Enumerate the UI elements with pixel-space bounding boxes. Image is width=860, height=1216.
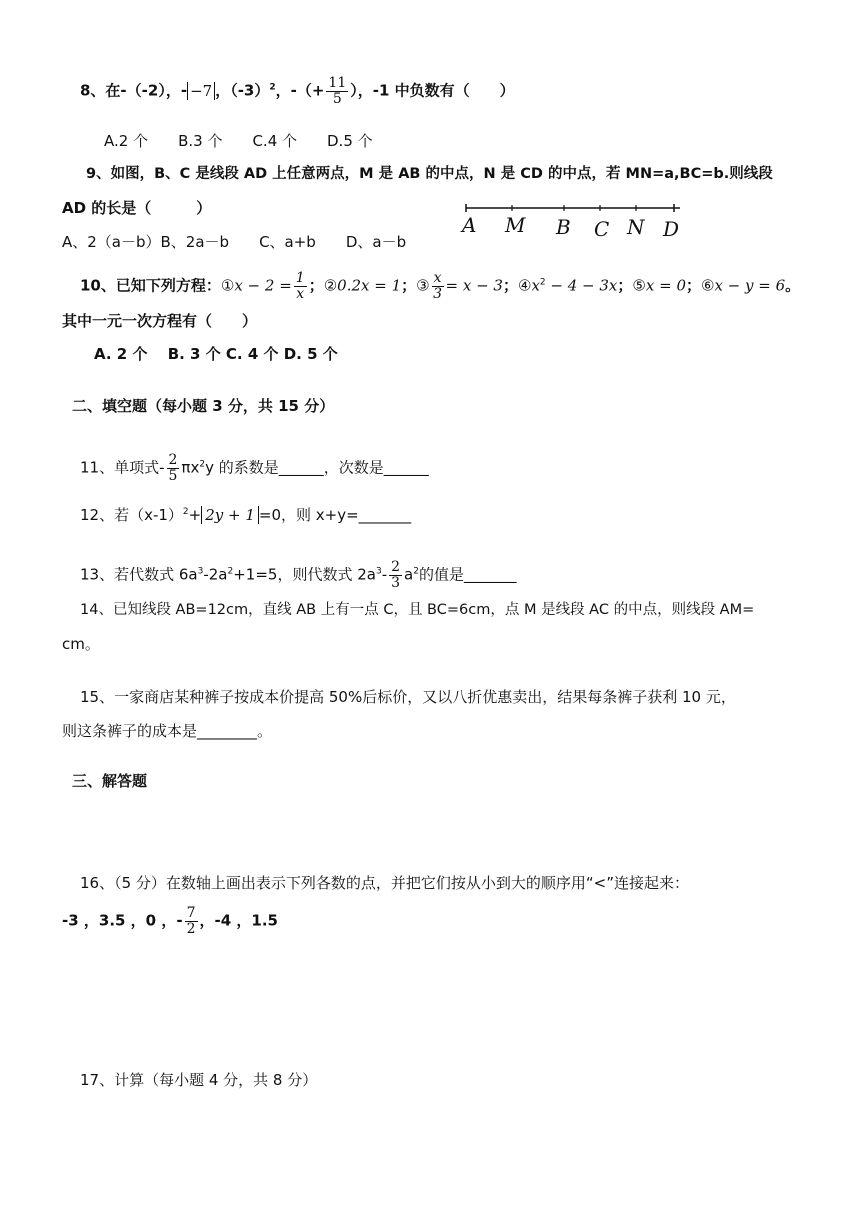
q9-line2: AD 的长是（ ） [62, 199, 212, 217]
q13-frac-num: 2 [391, 559, 401, 575]
q16-line1: 16、（5 分）在数轴上画出表示下列各数的点，并把它们按从小到大的顺序用“<”连接起来： [80, 874, 690, 892]
q13-suffix: 的值是_______ [418, 565, 517, 584]
q10-eq1-frac [294, 271, 307, 301]
q10-eq3: = x − 3 [445, 276, 503, 295]
q13-p2: -2a [203, 565, 228, 584]
q10-circled-2: ② [323, 276, 338, 295]
q9-options: A、2（a－b）B、2a－b C、a+b D、a－b [62, 233, 407, 251]
q11-exp: 2 [199, 459, 206, 470]
q16-fraction [185, 906, 198, 936]
q13-exp1: 3 [197, 566, 204, 577]
q10-circled-6: ⑥ [701, 276, 715, 295]
q10-eq1-num: 1 [295, 270, 305, 286]
q10-eq3-frac [432, 271, 444, 301]
q11-fraction [167, 453, 180, 483]
q13-p4: - [381, 565, 388, 584]
q9-line1: 9、如图，B、C 是线段 AD 上任意两点，M 是 AB 的中点，N 是 CD 的中点，若 MN=a,BC=b.则线段 [86, 166, 773, 182]
q10-prefix: 10、已知下列方程： [80, 276, 221, 295]
q13-exp4: 2 [413, 566, 419, 577]
q8-mid2: ，-（+ [275, 81, 325, 100]
label-n: N [627, 215, 645, 239]
q10-end: 。 [785, 276, 801, 295]
question-13 [80, 560, 516, 590]
q8-fraction [326, 76, 348, 106]
q16-frac-den: 2 [186, 920, 196, 937]
q8-mid1: ，（-3） [215, 81, 270, 100]
section-3-heading: 三、解答题 [72, 772, 148, 790]
label-c: C [594, 217, 610, 241]
q16-list [62, 906, 278, 936]
q15-line1: 15、一家商店某种裤子按成本价提高 50%后标价，又以八折优惠卖出，结果每条裤子获利 10 元， [80, 688, 736, 706]
q10-eq4-x: x [531, 276, 540, 295]
q12-plus: + [188, 506, 202, 524]
q13-p5: a [404, 565, 414, 584]
q15-line2: 则这条裤子的成本是________。 [62, 722, 273, 740]
q10-sep2: ； [401, 276, 417, 295]
q10-options: A. 2 个 B. 3 个 C. 4 个 D. 5 个 [94, 345, 338, 363]
label-a: A [462, 213, 477, 237]
label-m: M [505, 213, 526, 237]
label-d: D [663, 217, 680, 241]
q10-eq2: 0.2x = 1 [337, 276, 402, 295]
q10-eq4-exp: 2 [539, 277, 546, 288]
q10-sep4: ； [617, 276, 633, 295]
q13-prefix: 13、若代数式 6a [80, 565, 198, 584]
q11-prefix: 11、单项式- [80, 458, 165, 477]
q12-abs: 2y + 1 [201, 506, 259, 524]
q8-frac-den: 5 [332, 90, 342, 107]
q10-eq3-den: 3 [433, 285, 443, 302]
q10-eq1-den: x [296, 285, 305, 302]
q8-abs: −7 [187, 82, 215, 100]
q10-sep3: ； [502, 276, 518, 295]
q13-exp2: 2 [227, 566, 234, 577]
q10-sep1: ； [308, 276, 324, 295]
q10-eq5: x = 0 [645, 276, 686, 295]
q11-mid: πx [181, 458, 200, 477]
q8-prefix: 8、在-（-2），- [80, 81, 188, 100]
q10-circled-1: ① [220, 276, 235, 295]
section-2-heading: 二、填空题（每小题 3 分，共 15 分） [72, 397, 335, 415]
q10-line1 [80, 271, 800, 301]
label-b: B [556, 215, 571, 239]
question-12 [80, 508, 411, 523]
q11-suffix: y 的系数是______，次数是______ [205, 458, 429, 477]
q10-eq6: x − y = 6 [714, 276, 786, 295]
question-11 [80, 453, 429, 483]
q8-suffix: ），-1 中负数有（ ） [350, 81, 515, 100]
q14-line2: cm。 [62, 635, 100, 653]
question-8 [80, 76, 515, 106]
q8-frac-num: 11 [328, 75, 347, 91]
q16-frac-num: 7 [186, 905, 196, 921]
q9-segment-figure [460, 202, 690, 242]
q10-eq3-num: x [433, 270, 442, 286]
q10-circled-3: ③ [416, 276, 430, 295]
q8-options: A.2 个 B.3 个 C.4 个 D.5 个 [104, 132, 373, 150]
q13-fraction [389, 560, 402, 590]
q16-list-b: ，-4 ，1.5 [199, 911, 278, 930]
q12-prefix: 12、若（x-1） [80, 506, 183, 524]
q13-frac-den: 3 [391, 574, 401, 591]
q10-sep5: ； [685, 276, 701, 295]
q8-exp: 2 [269, 82, 276, 93]
q13-exp3: 3 [375, 566, 382, 577]
q10-eq4: − 4 − 3x [545, 276, 618, 295]
question-17: 17、计算（每小题 4 分，共 8 分） [80, 1071, 318, 1089]
q14-line1: 14、已知线段 AB=12cm，直线 AB 上有一点 C，且 BC=6cm，点 M 是线段 AC 的中点，则线段 AM= [80, 602, 755, 618]
q12-suffix: =0，则 x+y=_______ [258, 506, 412, 524]
q10-line2: 其中一元一次方程有（ ） [62, 312, 258, 330]
q13-p3: +1=5，则代数式 2a [233, 565, 376, 584]
q10-circled-4: ④ [517, 276, 532, 295]
q10-circled-5: ⑤ [632, 276, 646, 295]
q16-list-a: -3 ，3.5 ，0 ，- [62, 911, 183, 930]
q11-frac-num: 2 [168, 452, 178, 468]
q11-frac-den: 5 [168, 467, 178, 484]
q10-eq1: x − 2 = [234, 276, 292, 295]
q12-exp: 2 [182, 507, 189, 517]
